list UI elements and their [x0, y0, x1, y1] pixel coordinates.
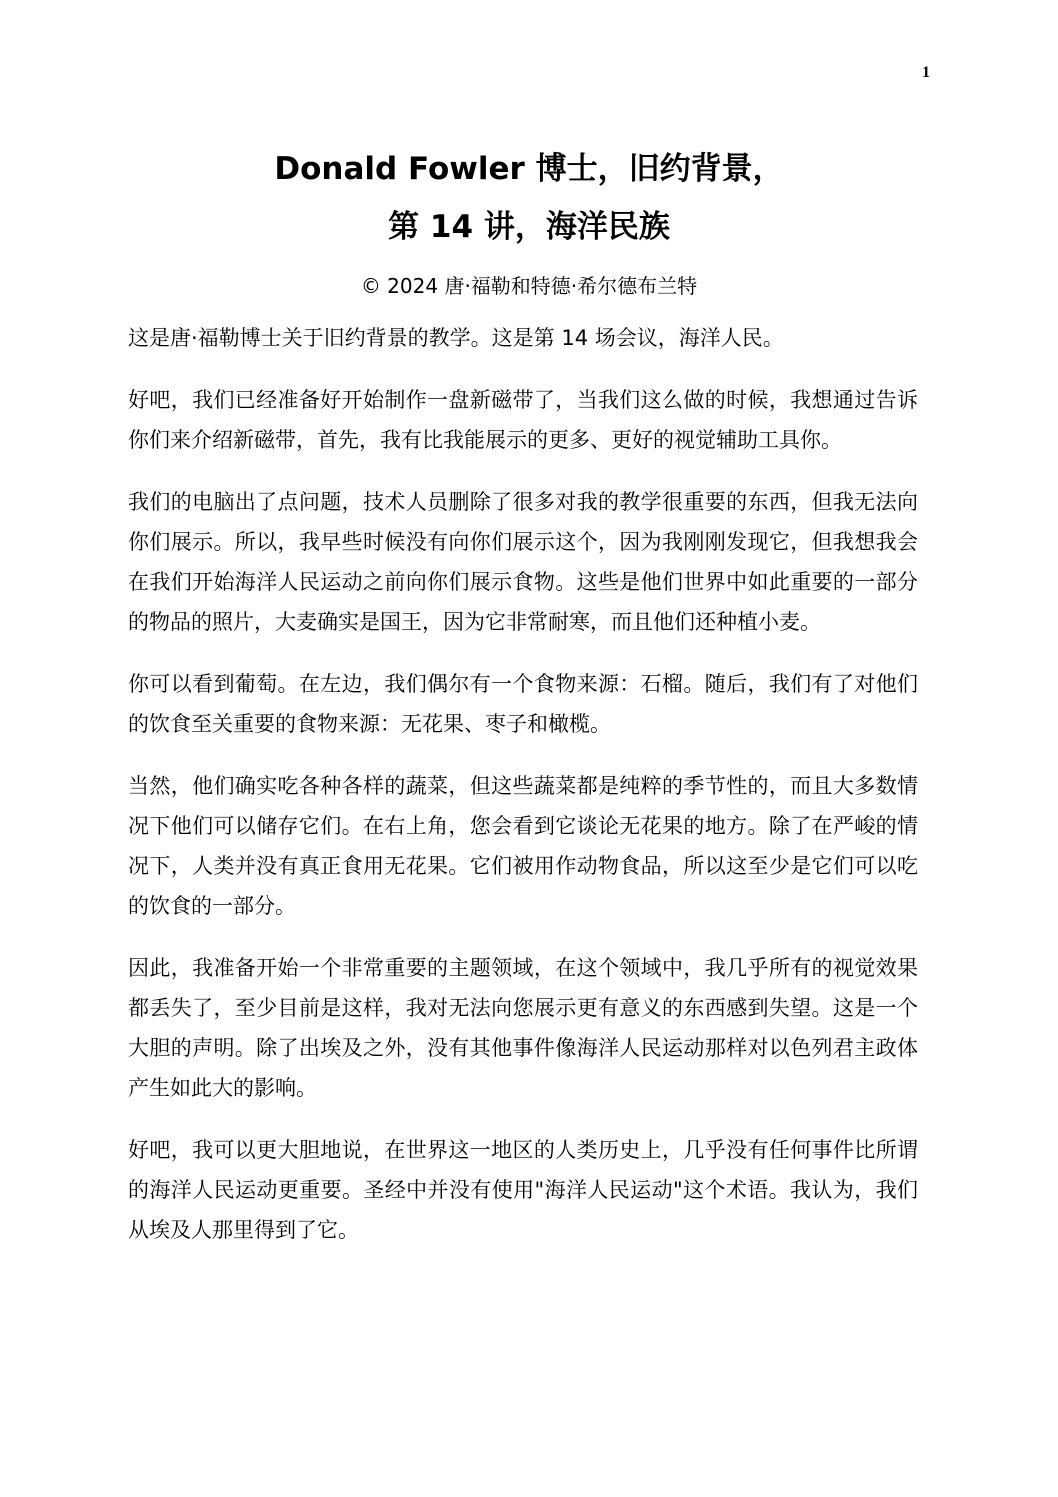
paragraph-1: 这是唐·福勒博士关于旧约背景的教学。这是第 14 场会议，海洋人民。: [128, 326, 784, 350]
paragraph-3: 我们的电脑出了点问题，技术人员删除了很多对我的教学很重要的东西，但我无法向你们展示。所以，我早些时候没有向你们展示这个，因为我刚刚发现它，但我想我会在我们开始海洋人民运动之前向你们展示食物。这些是他们世界中如此重要的一部分的物品的照片，大麦确实是国王，因为它非常耐寒，而且他们还种植小麦。: [128, 490, 918, 634]
copyright-notice: © 2024 唐·福勒和特德·希尔德布兰特: [360, 274, 698, 298]
paragraph-5: 当然，他们确实吃各种各样的蔬菜，但这些蔬菜都是纯粹的季节性的，而且大多数情况下他们可以储存它们。在右上角，您会看到它谈论无花果的地方。除了在严峻的情况下，人类并没有真正食用无花果。它们被用作动物食品，所以这至少是它们可以吃的饮食的一部分。: [128, 774, 918, 918]
page-number: 1: [922, 64, 930, 81]
paragraph-2: 好吧，我们已经准备好开始制作一盘新磁带了，当我们这么做的时候，我想通过告诉你们来介绍新磁带，首先，我有比我能展示的更多、更好的视觉辅助工具你。: [128, 388, 918, 452]
document-title-line-1: Donald Fowler 博士，旧约背景，: [274, 151, 784, 187]
body-text: [128, 318, 918, 1272]
title-block: [0, 140, 1058, 306]
document-title-line-2: 第 14 讲，海洋民族: [388, 209, 670, 245]
paragraph-7: 好吧，我可以更大胆地说，在世界这一地区的人类历史上，几乎没有任何事件比所谓的海洋人民运动更重要。圣经中并没有使用"海洋人民运动"这个术语。我认为，我们从埃及人那里得到了它。: [128, 1138, 918, 1242]
paragraph-4: 你可以看到葡萄。在左边，我们偶尔有一个食物来源：石榴。随后，我们有了对他们的饮食至关重要的食物来源：无花果、枣子和橄榄。: [128, 672, 918, 736]
paragraph-6: 因此，我准备开始一个非常重要的主题领域，在这个领域中，我几乎所有的视觉效果都丢失了，至少目前是这样，我对无法向您展示更有意义的东西感到失望。这是一个大胆的声明。除了出埃及之外，没有其他事件像海洋人民运动那样对以色列君主政体产生如此大的影响。: [128, 956, 918, 1100]
